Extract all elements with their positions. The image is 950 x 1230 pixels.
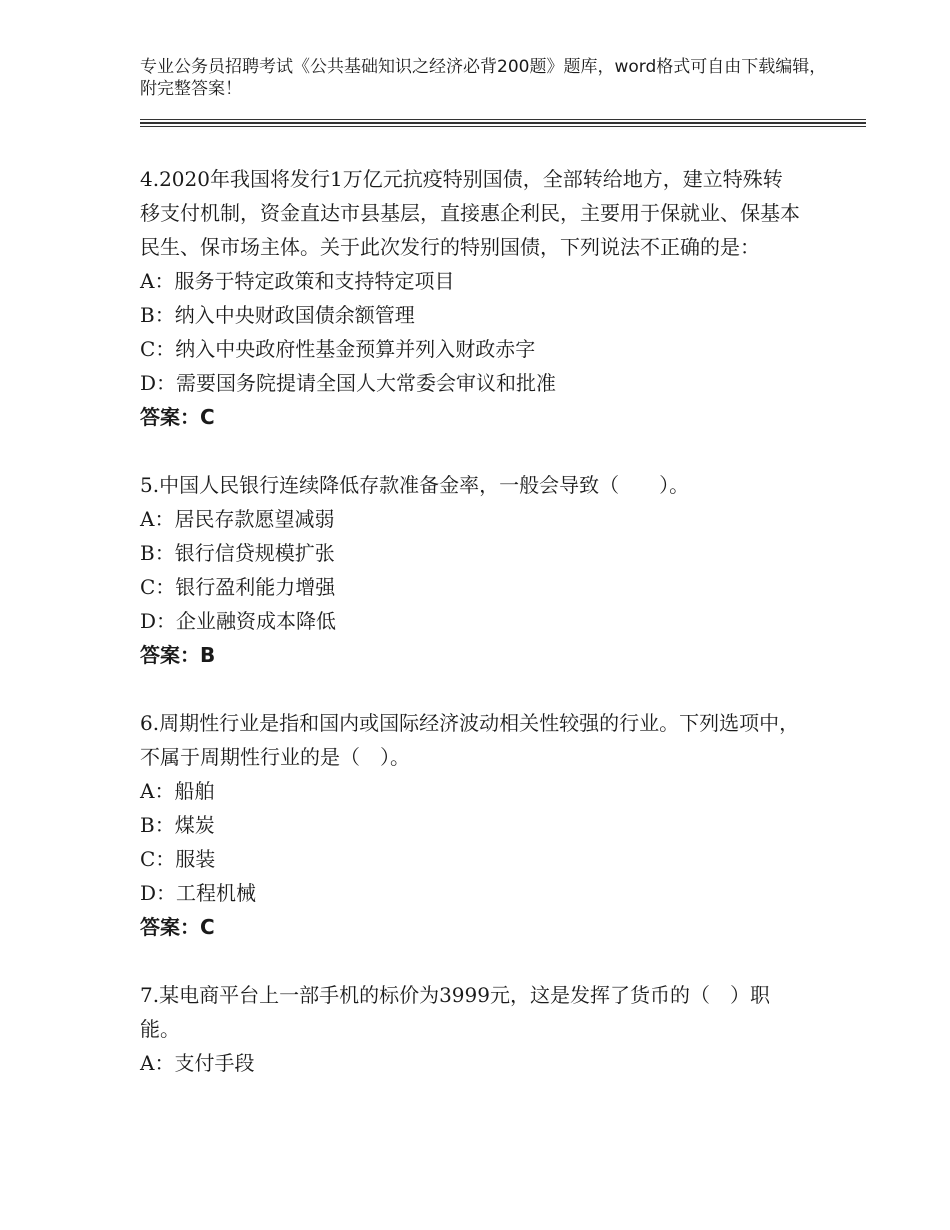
question-7 — [140, 978, 800, 1080]
option-a: A：船舶 — [140, 779, 215, 803]
answer: 答案：B — [140, 643, 216, 667]
document-header: 专业公务员招聘考试《公共基础知识之经济必背200题》题库，word格式可自由下载编辑，附完整答案！ — [140, 57, 827, 99]
question-5 — [140, 468, 800, 672]
option-a: A：支付手段 — [140, 1051, 255, 1075]
option-b: B：纳入中央财政国债余额管理 — [140, 303, 415, 327]
question-list — [140, 162, 800, 1080]
question-4 — [140, 162, 800, 434]
header-divider-middle — [140, 122, 866, 124]
option-d: D：企业融资成本降低 — [140, 609, 337, 633]
option-a: A：服务于特定政策和支持特定项目 — [140, 269, 455, 293]
question-stem: 7.某电商平台上一部手机的标价为3999元，这是发挥了货币的（ ）职能。 — [140, 983, 770, 1041]
option-c: C：银行盈利能力增强 — [140, 575, 336, 599]
answer: 答案：C — [140, 405, 215, 429]
option-b: B：银行信贷规模扩张 — [140, 541, 335, 565]
question-stem: 5.中国人民银行连续降低存款准备金率，一般会导致（ ）。 — [140, 473, 690, 497]
header-divider-top — [140, 119, 866, 120]
option-d: D：需要国务院提请全国人大常委会审议和批准 — [140, 371, 557, 395]
question-stem: 4.2020年我国将发行1万亿元抗疫特别国债，全部转给地方，建立特殊转移支付机制，资金直达市县基层，直接惠企利民，主要用于保就业、保基本民生、保市场主体。关于此次发行的特别国债，下列说法不正确的是： — [140, 167, 800, 259]
option-d: D：工程机械 — [140, 881, 257, 905]
option-a: A：居民存款愿望减弱 — [140, 507, 335, 531]
option-b: B：煤炭 — [140, 813, 215, 837]
option-c: C：纳入中央政府性基金预算并列入财政赤字 — [140, 337, 536, 361]
option-c: C：服装 — [140, 847, 216, 871]
answer: 答案：C — [140, 915, 215, 939]
question-6 — [140, 706, 800, 944]
question-stem: 6.周期性行业是指和国内或国际经济波动相关性较强的行业。下列选项中，不属于周期性行业的是（ ）。 — [140, 711, 800, 769]
header-divider-bottom — [140, 126, 866, 127]
